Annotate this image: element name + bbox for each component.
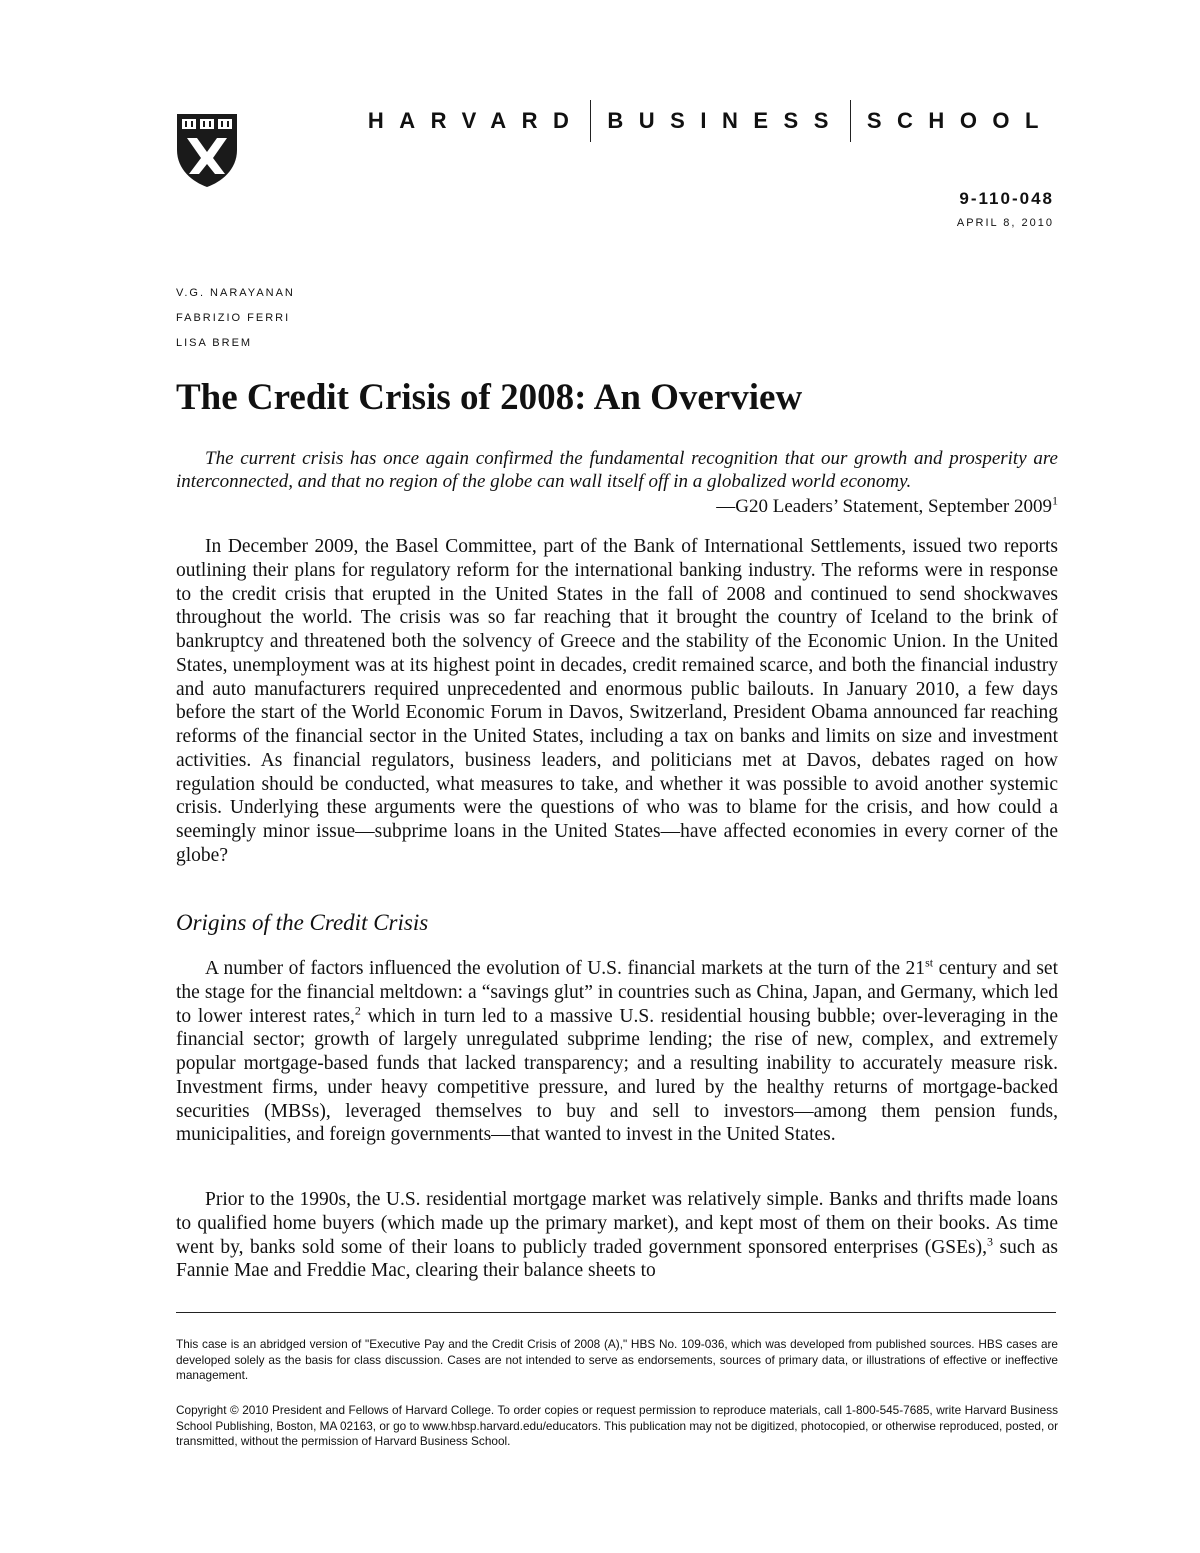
hbs-shield-logo: [175, 112, 239, 188]
epigraph-attribution: [716, 495, 1058, 518]
school-masthead: [368, 100, 1054, 142]
author-name: FABRIZIO FERRI: [176, 312, 291, 324]
body-paragraph: [176, 1188, 1058, 1283]
paragraph-text: century and set the stage for the financial meltdown: a “savings glut” in countries such as China, Japan, and Germany, which led to lower interest rates,: [176, 958, 1058, 1027]
paragraph-text: A number of factors influenced the evolution of U.S. financial markets at the turn of the 21: [205, 958, 926, 979]
paragraph-text: Prior to the 1990s, the U.S. residential mortgage market was relatively simple. Banks and thrifts made loans to qualified home buyers (which made up the primary market), and kept most of them on their books. As time went by, banks sold some of their loans to publicly traded government sponsored enterprises (GSEs),: [176, 1189, 1058, 1258]
footnote-marker: 2: [354, 1003, 361, 1017]
paragraph-text: which in turn led to a massive U.S. residential housing bubble; over-leveraging in the financial sector; growth of largely unregulated subprime lending; the rise of new, complex, and extremely popular mortgage-based funds that lacked transparency; and a resulting inability to accurately measure risk. Investment firms, under heavy competitive pressure, and lured by the healthy returns of mortgage-backed securities (MBSs), leveraged themselves to buy and sell to investors—among them pension funds, municipalities, and foreign governments—that wanted to invest in the United States.: [176, 1005, 1058, 1146]
case-note: This case is an abridged version of "Executive Pay and the Credit Crisis of 2008 (A)," HBS No. 109-036, which was developed from published sources. HBS cases are developed solely as the basis for class discussion. Cases are not intended to serve as endorsements, sources of primary data, or illustrations of effective or ineffective management.: [176, 1337, 1058, 1382]
author-name: V.G. NARAYANAN: [176, 287, 295, 299]
copyright-notice: Copyright © 2010 President and Fellows of Harvard College. To order copies or request permission to reproduce materials, call 1-800-545-7685, write Harvard Business School Publishing, Boston, MA 02163, or go to www.hbsp.harvard.edu/educators. This publication may not be digitized, photocopied, or otherwise reproduced, posted, or transmitted, without the permission of Harvard Business School.: [176, 1403, 1058, 1448]
intro-paragraph: In December 2009, the Basel Committee, part of the Bank of International Settlements, issued two reports outlining their plans for regulatory reform for the international banking industry. The reforms were in response to the credit crisis that erupted in the United States in the fall of 2008 and continued to send shockwaves throughout the world. The crisis was so far reaching that it brought the country of Iceland to the brink of bankruptcy and threatened both the solvency of Greece and the stability of the Economic Union. In the United States, unemployment was at its highest point in decades, credit remained scarce, and both the financial industry and auto manufacturers required unprecedented and enormous public bailouts. In January 2010, a few days before the start of the World Economic Forum in Davos, Switzerland, President Obama announced far reaching reforms of the financial sector in the United States, including a tax on banks and limits on size and investment activities. As financial regulators, business leaders, and politicians met at Davos, debates raged on how regulation should be conducted, what measures to take, and whether it was possible to avoid another systemic crisis. Underlying these arguments were the questions of who was to blame for the crisis, and how could a seemingly minor issue—subprime loans in the United States—have affected economies in every corner of the globe?: [176, 536, 1058, 866]
author-name: LISA BREM: [176, 337, 253, 349]
author-list: [176, 286, 295, 361]
document-number: 9-110-048: [959, 189, 1054, 208]
section-heading: Origins of the Credit Crisis: [176, 910, 429, 935]
masthead-divider: [850, 100, 851, 142]
body-paragraph: [176, 957, 1058, 1147]
masthead-word-harvard: HARVARD: [367, 108, 585, 133]
masthead-divider: [590, 100, 591, 142]
footnote-divider: [176, 1312, 1056, 1313]
document-date: APRIL 8, 2010: [956, 217, 1054, 229]
attribution-text: —G20 Leaders’ Statement, September 2009: [716, 496, 1052, 517]
page-title: The Credit Crisis of 2008: An Overview: [176, 377, 803, 418]
footnote-marker: 1: [1052, 493, 1058, 508]
masthead-word-business: BUSINESS: [607, 108, 844, 133]
epigraph-quote: The current crisis has once again confirmed the fundamental recognition that our growth and prosperity are interconnected, and that no region of the globe can wall itself off in a globalized world economy.: [176, 448, 1058, 492]
paragraph-text: such as Fannie Mae and Freddie Mac, clearing their balance sheets to: [176, 1236, 1058, 1282]
footnote-marker: 3: [987, 1234, 993, 1248]
masthead-word-school: SCHOOL: [866, 108, 1054, 133]
ordinal-suffix: st: [925, 955, 934, 970]
